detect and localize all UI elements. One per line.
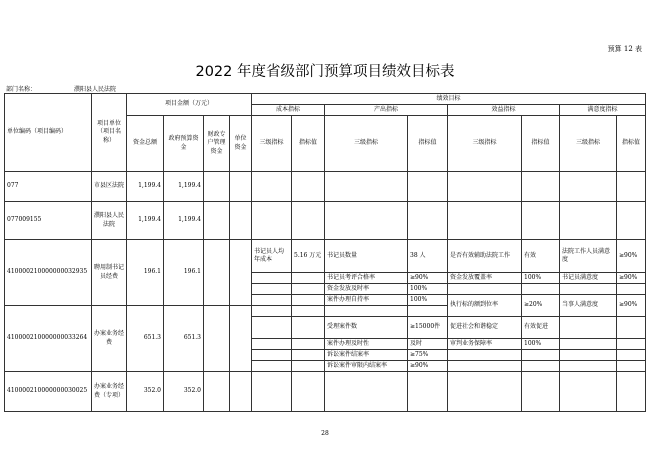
project-total: 352.0 (127, 372, 164, 412)
output-indicator: 资金发放及时率 (325, 284, 408, 295)
satisfaction-indicator: 法院工作人员满意度 (560, 240, 617, 273)
amount-gov: 1,199.4 (164, 202, 204, 240)
project-code: 410000210000000032935 (5, 240, 92, 306)
project-name: 聘用制书记员经费 (92, 240, 127, 306)
header-level3: 三级指标 (325, 116, 408, 172)
department-value: 濮阳县人民法院 (74, 86, 117, 93)
benefit-indicator: 促进社会和谐稳定 (448, 317, 522, 339)
benefit-value: 有效促进 (522, 317, 560, 339)
header-performance-group: 绩效目标 (252, 94, 646, 105)
page-label: 预算 12 表 (607, 45, 642, 53)
department-label: 部门名称： (6, 86, 37, 93)
satisfaction-indicator: 书记员满意度 (560, 273, 617, 284)
satisfaction-value: ≥90% (617, 295, 646, 317)
output-value: 100% (408, 284, 448, 295)
output-indicator: 书记员数量 (325, 240, 408, 273)
unit-name: 濮阳县人民法院 (92, 202, 127, 240)
project-name: 办案业务经费 (92, 306, 127, 372)
table-row (5, 202, 646, 240)
amount-total: 1,199.4 (127, 202, 164, 240)
output-value: ≥15000件 (408, 317, 448, 339)
project-gov: 196.1 (164, 240, 204, 306)
benefit-value: 有效 (522, 240, 560, 273)
header-output: 产出指标 (325, 105, 448, 116)
header-amount-group: 项目金额（万元） (127, 94, 252, 116)
output-indicator: 诉讼案件审限内结案率 (325, 361, 408, 372)
benefit-indicator: 执行标的额到位率 (448, 295, 522, 317)
output-indicator: 案件办理自持率 (325, 295, 408, 306)
header-satisfaction: 满意度指标 (560, 105, 646, 116)
output-indicator: 案件办理及时性 (325, 339, 408, 350)
project-gov: 352.0 (164, 372, 204, 412)
header-value: 指标值 (522, 116, 560, 172)
satisfaction-value: ≥90% (617, 273, 646, 284)
header-benefit: 效益指标 (448, 105, 560, 116)
header-unit-funds: 单位资金 (230, 116, 252, 172)
benefit-value: 100% (522, 273, 560, 284)
output-value: 38 人 (408, 240, 448, 273)
amount-total: 1,199.4 (127, 172, 164, 202)
header-cost: 成本指标 (252, 105, 325, 116)
header-level3: 三级指标 (448, 116, 522, 172)
project-code: 410000210000000033264 (5, 306, 92, 372)
table-row (5, 372, 646, 412)
header-unit-name: 项目单位（项目名称） (92, 94, 127, 172)
satisfaction-indicator: 当事人满意度 (560, 295, 617, 317)
project-code: 410000210000000030025 (5, 372, 92, 412)
benefit-value: ≥20% (522, 295, 560, 317)
output-value: ≥75% (408, 350, 448, 361)
header-value: 指标值 (408, 116, 448, 172)
page-number: 28 (321, 430, 329, 437)
page-title: 2022 年度省级部门预算项目绩效目标表 (195, 64, 455, 80)
header-level3: 三级指标 (252, 116, 292, 172)
table-row (5, 172, 646, 202)
header-gov-budget: 政府预算资金 (164, 116, 204, 172)
output-indicator: 书记员考评合格率 (325, 273, 408, 284)
benefit-indicator: 资金发放覆盖率 (448, 273, 522, 284)
satisfaction-value: ≥90% (617, 240, 646, 273)
project-gov: 651.3 (164, 306, 204, 372)
table-row (5, 240, 646, 273)
output-indicator: 受理案件数 (325, 317, 408, 339)
output-indicator: 诉讼案件结案率 (325, 350, 408, 361)
unit-code: 077009155 (5, 202, 92, 240)
project-name: 办案业务经费（专项） (92, 372, 127, 412)
unit-code: 077 (5, 172, 92, 202)
performance-table (4, 93, 646, 412)
header-value: 指标值 (617, 116, 646, 172)
benefit-indicator: 是否有效辅助法院工作 (448, 240, 522, 273)
header-level3: 三级指标 (560, 116, 617, 172)
output-value: ≥90% (408, 361, 448, 372)
header-value: 指标值 (292, 116, 325, 172)
cost-value: 5.16 万元 (292, 240, 325, 273)
header-special-mgmt: 财政专户管理资金 (204, 116, 230, 172)
benefit-value: 100% (522, 339, 560, 350)
project-total: 196.1 (127, 240, 164, 306)
unit-name: 市县区法院 (92, 172, 127, 202)
output-value: ≥90% (408, 273, 448, 284)
department-line (6, 84, 116, 93)
amount-gov: 1,199.4 (164, 172, 204, 202)
output-value: 100% (408, 295, 448, 306)
header-total: 资金总额 (127, 116, 164, 172)
header-unit-code: 单位编码（项目编码） (5, 94, 92, 172)
project-total: 651.3 (127, 306, 164, 372)
output-value: 及时 (408, 339, 448, 350)
benefit-indicator: 审判业务保障率 (448, 339, 522, 350)
cost-indicator: 书记员人均年成本 (252, 240, 292, 273)
